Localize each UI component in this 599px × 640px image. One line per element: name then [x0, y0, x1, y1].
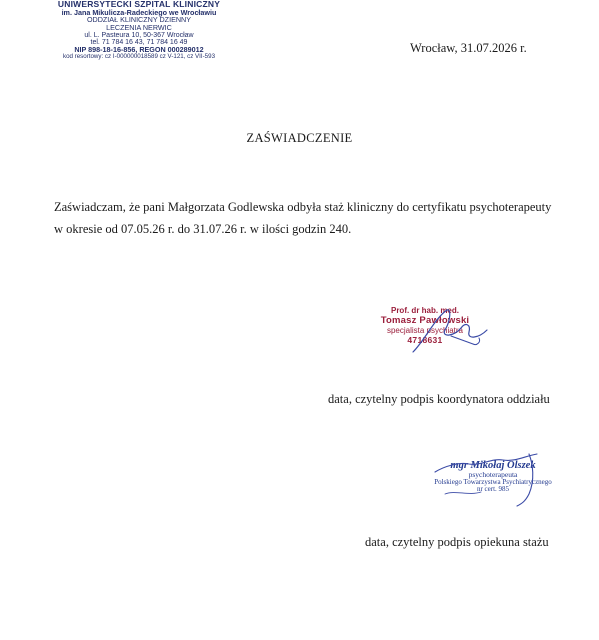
supervisor-signature	[425, 450, 555, 510]
document-date: Wrocław, 31.07.2026 r.	[410, 41, 527, 55]
body-line-1: Zaświadczam, że pani Małgorzata Godlewska odbyła staż kliniczny do certyfikatu psychoterapeuty	[54, 200, 552, 214]
stamp-hospital-patron: im. Jana Mikulicza-Radeckiego we Wrocławiu	[61, 7, 217, 17]
stamp-address: ul. L. Pasteura 10, 50-367 Wrocław	[84, 31, 194, 39]
supervisor-society: Polskiego Towarzystwa Psychiatrycznego	[434, 477, 552, 486]
coordinator-name: Tomasz Pawłowski	[380, 314, 470, 326]
hospital-header-stamp	[34, 0, 244, 60]
document-title: ZAŚWIADCZENIE	[246, 131, 353, 145]
body-line-2: w okresie od 07.05.26 r. do 31.07.26 r. w ilości godzin 240.	[54, 222, 352, 236]
stamp-resort-code: kod resortowy: cz I-000000018589 cz V-121, cz VII-593	[62, 52, 216, 60]
coordinator-signature	[395, 300, 515, 360]
coordinator-degree: Prof. dr hab. med.	[390, 306, 459, 315]
coordinator-specialty: specjalista psychiatra	[386, 325, 464, 335]
supervisor-name: mgr Mikołaj Olszek	[450, 460, 536, 471]
stamp-department-type: LECZENIA NERWIC	[106, 23, 172, 33]
stamp-nip-regon: NIP 898-18-16-856, REGON 000289012	[74, 45, 204, 55]
stamp-hospital-name: UNIWERSYTECKI SZPITAL KLINICZNY	[57, 0, 221, 9]
stamp-phone: tel. 71 784 16 43, 71 784 16 49	[90, 38, 188, 46]
coordinator-signature-caption: data, czytelny podpis koordynatora oddziału	[328, 392, 550, 406]
stamp-department: ODDZIAŁ KLINICZNY DZIENNY	[86, 15, 192, 25]
supervisor-title: psychoterapeuta	[468, 470, 518, 480]
coordinator-license-number: 4718631	[407, 334, 443, 345]
supervisor-signature-caption: data, czytelny podpis opiekuna stażu	[365, 535, 549, 549]
supervisor-cert-number: nr cert. 985	[476, 485, 510, 494]
certificate-body	[54, 196, 574, 240]
